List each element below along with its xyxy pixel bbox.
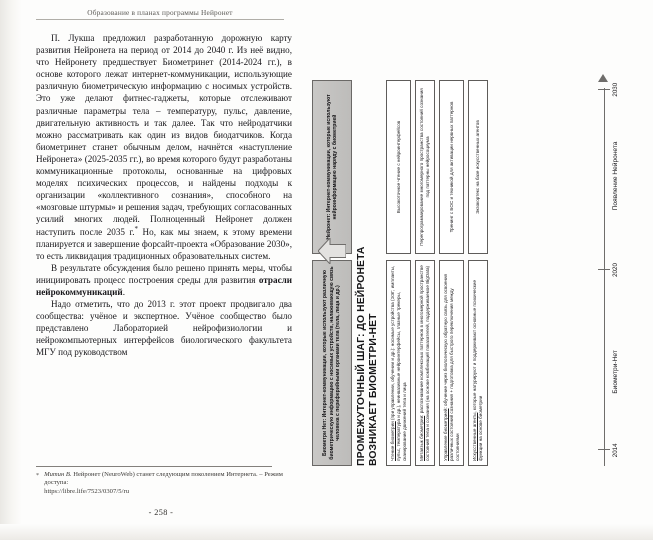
timeline-arrowhead-icon (598, 74, 608, 82)
banner-neuro-net: Нейронет: Интернет-коммуникации, которые используют нейроинформацию наряду с биометрией (312, 80, 352, 254)
card-neuro-exocortex (468, 80, 488, 254)
card-biometri-metalanguage (415, 260, 435, 466)
card-text: Перепрограммирование многомерного пространства состояний сознания под паттерны нейросоциума (418, 88, 430, 246)
page-edge-shading-left (0, 0, 22, 540)
card-neuro-training (438, 80, 463, 254)
footnote-author: Митин В. (44, 471, 72, 478)
card-label: Искусственные агенты (471, 412, 477, 461)
card-text: : распознавание комплексных паттернов в многомерной пространстве состояний тела и сознания (на основе комбинаций показателей, поддерживаемое BigData) (418, 265, 430, 461)
card-text: Экзокортекс на базе искусственных агентов (474, 120, 480, 214)
footnote-reference: * (134, 224, 139, 233)
timeline-tick (598, 89, 610, 90)
roadmap-figure-canvas (312, 66, 642, 474)
paragraph-2 (36, 262, 292, 298)
footnote-separator-rule (36, 466, 272, 467)
figure-title-line-2: ВОЗНИКАЕТ БИОМЕТРИ-НЕТ (367, 313, 379, 466)
footnote-block (36, 466, 286, 496)
capability-card-grid (386, 74, 488, 466)
footnote-body (36, 471, 286, 496)
paragraph-1-main: П. Лукша предложил разработанную дорожную карту развития Нейронета на период от 2014 до 2040 г. Из неё видно, что Нейронету предшествует Биометринет (2014-2024 гг.), в основе которого лежат интернет-коммуникации, использующие различную биометрическую информацию с носимых устройств. Это уже делают фитнес-гаджеты, которые отслеживают различные параметры тела – температуру, пульс, давление, двигательную активность и так далее. Так что нейродатчики можно рассматривать как один из видов биодатчиков. Когда биометринет станет обычным делом, начнётся «наступление Нейронета» (2025-2035 гг.), во время которого будут разработаны коммуникационные протоколы, основанные на цифровых моделях психических процессов, и найдены подходы к организации «коллективного сознания», способного на «мозговые штурмы» и решения задач, требующих согласованных усилий многих людей. Полноценный Нейронет должен наступить после 2035 г. (36, 33, 292, 237)
roadmap-figure (300, 0, 653, 540)
timeline-tick (598, 269, 610, 270)
card-row (415, 74, 435, 466)
stage-banner-row (312, 74, 352, 466)
card-text: : обучение через биологическую обратную связь для освоения различных состояний сознания + подготовка для быстрого переключения между состояниями (442, 273, 460, 461)
timeline-year-2030: 2030 (611, 82, 619, 97)
timeline-year-2014: 2014 (611, 443, 619, 458)
timeline-label-biometri-net: Биометри-Нет (611, 350, 619, 394)
card-row (438, 74, 463, 466)
stage-transition-arrow-icon (318, 238, 346, 264)
card-text: Высокоточное чтение с нейроинтерфейсов (395, 120, 401, 214)
card-label: Чтение биометрии (389, 421, 395, 461)
footnote-url[interactable]: https://libre.life/7523/0307/5/ru (44, 487, 130, 495)
card-text: , которые натурируют и поддерживают основные психические функции на основе биометрии (471, 280, 483, 461)
paragraph-2-emphasis: отрасли нейрокоммуникаций (36, 274, 292, 297)
timeline-label-neuronet: Появление Нейронета (611, 141, 619, 211)
timeline-axis (598, 74, 636, 466)
figure-title-line-1: ПРОМЕЖУТОЧНЫЙ ШАГ: ДО НЕЙРОНЕТА (355, 246, 367, 466)
paragraph-1-tail: Но, как мы знаем, к этому времени планируется и завершение форсайт-проекта «Образование 2030», то есть ликвидация традиционных образовательных систем. (36, 226, 292, 261)
paragraph-1 (36, 32, 292, 262)
card-neuro-reprogramming (415, 80, 435, 254)
card-neuro-reading (386, 80, 411, 254)
paragraph-2-post: . (122, 286, 125, 297)
footnote-title: Нейронет (NeuroWeb) станет следующим поколением Интернета. – Режим доступа: (44, 471, 283, 487)
timeline-line (604, 88, 605, 466)
card-label: Управление биометрией (442, 408, 448, 461)
card-text: (при управлении, обучении и др.): носимые устройства (ЭЭГ, импланты, пульс, температура и др.), неинвазивные нейроинтерфейсы, глазные трекеры, сканирование движений тела и лица (389, 265, 407, 461)
timeline-year-2020: 2020 (611, 263, 619, 277)
card-biometri-control (438, 260, 463, 466)
card-row (468, 74, 488, 466)
running-head-rule (36, 19, 284, 20)
card-label: Метаязык биометрии (418, 415, 424, 461)
card-row (386, 74, 411, 466)
paragraph-2-pre: В результате обсуждения было решено принять меры, чтобы инициировать процесс построения среды для развития (36, 262, 292, 285)
figure-title (356, 74, 380, 466)
paragraph-3: Надо отметить, что до 2013 г. этот проект продвигало два сообщества: учёное и экспертное. Учёное сообщество было представлено Лабораторией нейрофизиологии и нейрокомпьютерных интерфейсов биологического факультета МГУ под руководством (36, 299, 292, 358)
card-biometri-reading (386, 260, 411, 466)
banner-biometri-net: Биометри Нет: Интернет-коммуникации, которые используют различную биометрическую информацию с носимых устройств, налаживающую связь человека с периферийными органами тела (тела, лица и др.) (312, 260, 352, 466)
timeline-tick (598, 449, 610, 450)
running-head-text: Образование в планах программы Нейронет (87, 8, 233, 17)
running-head (36, 8, 284, 20)
page-number: - 258 - (148, 508, 174, 517)
card-biometri-agents (468, 260, 488, 466)
body-text-column (36, 32, 292, 359)
footnote-text-wrap (44, 471, 286, 496)
card-text: Тренинг с БОС и техникой для активации нервных паттернов (448, 101, 454, 233)
footnote-marker: * (36, 472, 40, 479)
